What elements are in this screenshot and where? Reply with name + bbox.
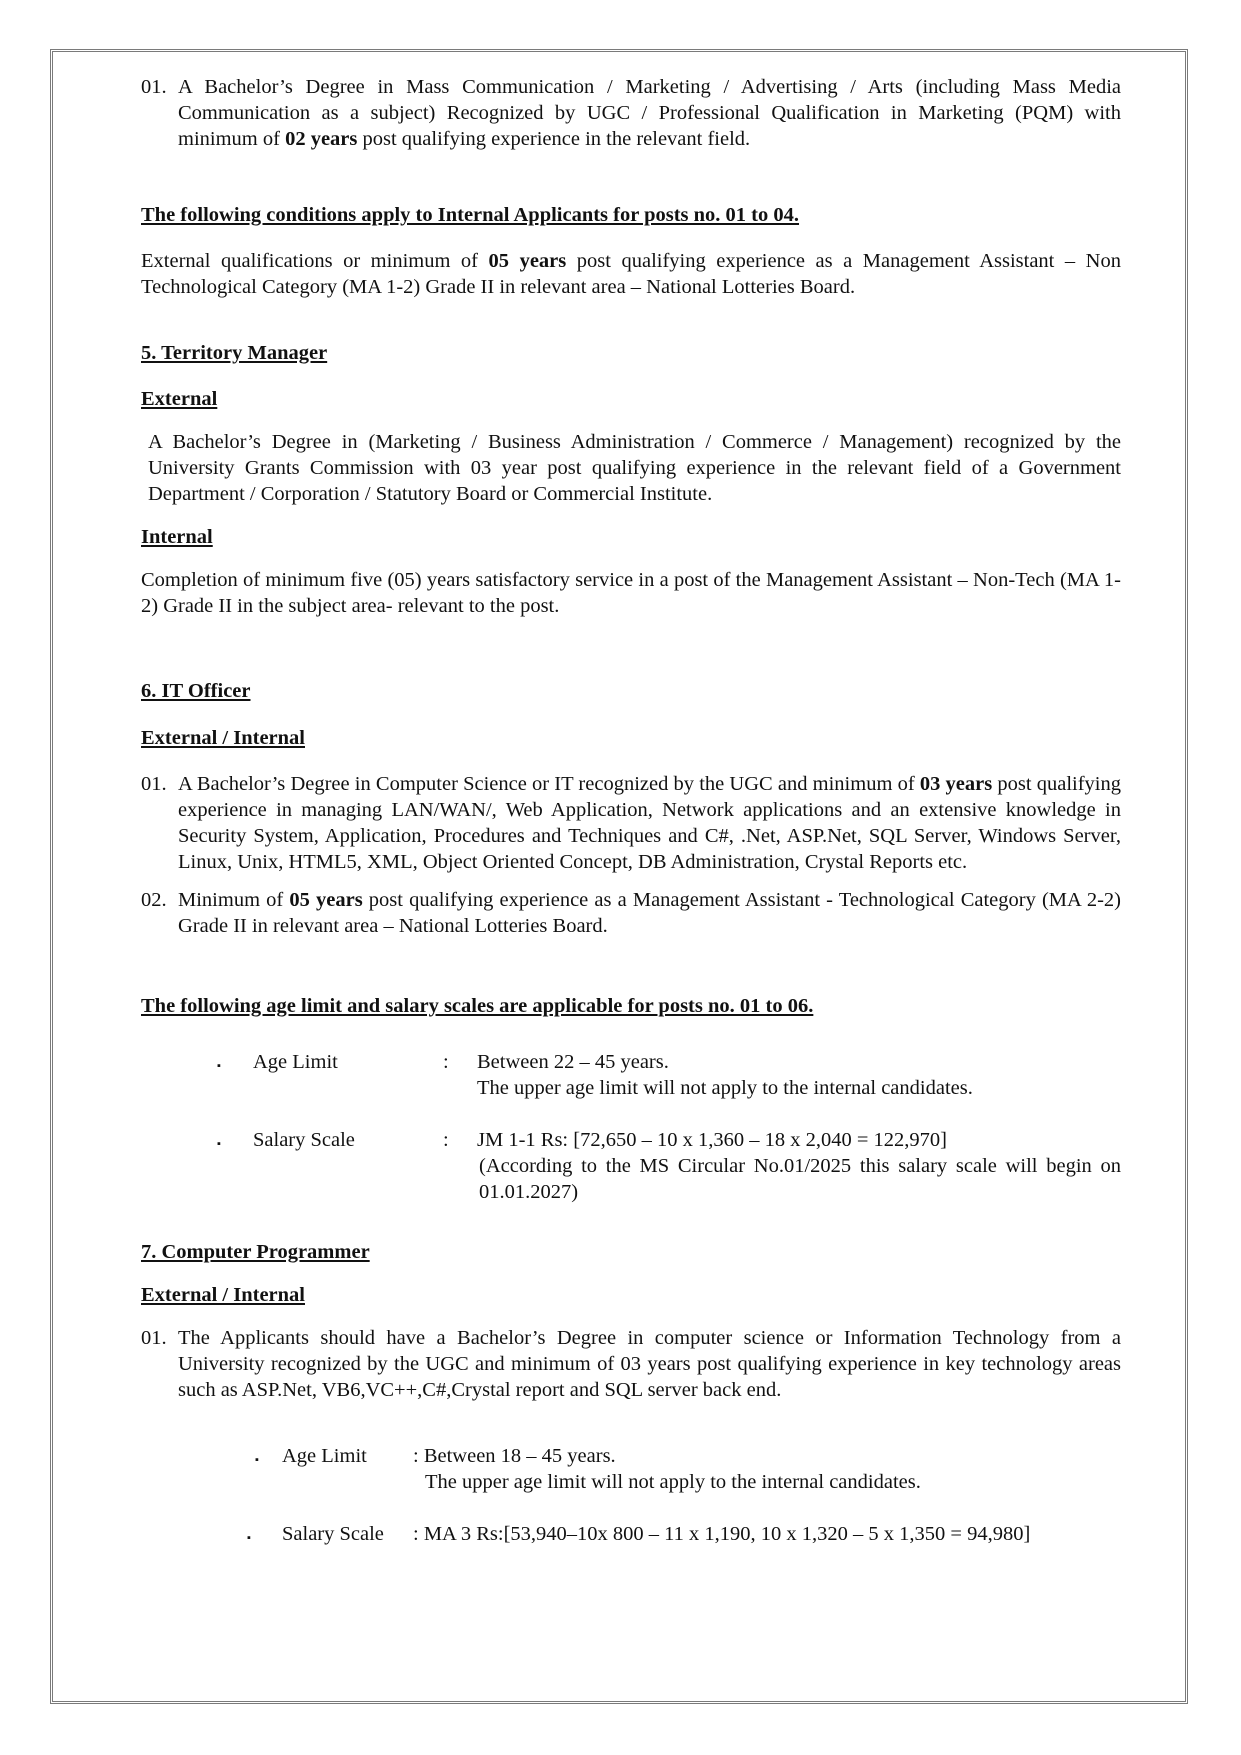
item-number: 02. xyxy=(141,889,167,911)
age-limit-note: The upper age limit will not apply to the internal candidates. xyxy=(477,1077,973,1099)
cp-age-limit-label: Age Limit xyxy=(282,1445,367,1467)
item-bold-text: 03 years xyxy=(919,773,993,795)
item-number: 01. xyxy=(141,76,167,98)
internal-conditions-heading: The following conditions apply to Internal Applicants for posts no. 01 to 04. xyxy=(141,204,800,226)
bullet: ▪ xyxy=(217,1138,221,1150)
para-text: post qualifying experience as a Management Assistant – Non Technological Category (MA 1-2) Grade II in relevant area – National Lotteries Board. xyxy=(141,250,1121,298)
separator: : xyxy=(443,1051,449,1073)
territory-manager-heading: 5. Territory Manager xyxy=(141,342,328,364)
item-text: The Applicants should have a Bachelor’s Degree in computer science or Information Technology from a University recognized by the UGC and minimum of 03 years post qualifying experience in key technology areas such as ASP.Net, VB6,VC++,C#,Crystal report and SQL server back end. xyxy=(178,1327,1121,1401)
cp-salary-scale-value: : MA 3 Rs:[53,940–10x 800 – 11 x 1,190, 10 x 1,320 – 5 x 1,350 = 94,980] xyxy=(413,1523,1031,1545)
territory-internal-text: Completion of minimum five (05) years satisfactory service in a post of the Management Assistant – Non-Tech (MA 1-2) Grade II in the subject area- relevant to the post. xyxy=(141,569,1121,617)
item-text: A Bachelor’s Degree in Mass Communication / Marketing / Advertising / Arts (including Mass Media Communication as a subject) Recognized by UGC / Professional Qualification in Marketing (PQM) with minimum of xyxy=(178,76,1121,150)
age-limit-label: Age Limit xyxy=(253,1051,338,1073)
ma-qualification-item-1 xyxy=(141,74,1121,152)
salary-scale-row xyxy=(141,1127,1121,1205)
it-officer-item-1 xyxy=(141,771,1121,875)
cp-salary-scale-label: Salary Scale xyxy=(282,1523,384,1545)
bullet: ▪ xyxy=(217,1060,221,1072)
item-text: post qualifying experience in managing LAN/WAN/, Web Application, Network applications and an extensive knowledge in Security System, Application, Procedures and Techniques and C#, .Net, ASP.Net, SQL Server, Windows Server, Linux, Unix, HTML5, XML, Object Oriented Concept, DB Administration, Crystal Reports etc. xyxy=(178,773,1121,873)
cp-salary-scale-row xyxy=(141,1521,1121,1547)
cp-age-limit-note: The upper age limit will not apply to the internal candidates. xyxy=(425,1471,921,1493)
document-body xyxy=(141,74,1121,1547)
salary-scale-label: Salary Scale xyxy=(253,1129,355,1151)
item-text: post qualifying experience in the relevant field. xyxy=(357,128,751,150)
cp-age-limit-line: : Between 18 – 45 years. xyxy=(413,1445,616,1467)
item-text: Minimum of xyxy=(178,889,290,911)
item-text: post qualifying experience as a Management Assistant - Technological Category (MA 2-2) Grade II in relevant area – National Lotteries Board. xyxy=(178,889,1121,937)
item-bold-text: 02 years xyxy=(285,128,358,150)
cp-age-limit-row xyxy=(141,1443,1121,1495)
cp-age-limit-value xyxy=(413,1443,1121,1495)
age-limit-row xyxy=(141,1049,1121,1101)
territory-internal-heading: Internal xyxy=(141,526,213,548)
item-bold-text: 05 years xyxy=(289,889,363,911)
bullet: ▪ xyxy=(247,1532,251,1544)
para-text: External qualifications or minimum of xyxy=(141,250,489,272)
salary-scale-value xyxy=(477,1127,1121,1205)
territory-external-heading: External xyxy=(141,388,218,410)
age-limit-line: Between 22 – 45 years. xyxy=(477,1051,669,1073)
computer-programmer-sub-heading: External / Internal xyxy=(141,1284,305,1306)
separator: : xyxy=(443,1129,449,1151)
internal-conditions-text xyxy=(141,248,1121,300)
it-officer-heading: 6. IT Officer xyxy=(141,680,251,702)
para-bold-text: 05 years xyxy=(488,250,567,272)
item-text: A Bachelor’s Degree in Computer Science or IT recognized by the UGC and minimum of xyxy=(178,773,920,795)
bullet: ▪ xyxy=(255,1454,259,1466)
age-limit-value xyxy=(477,1049,1121,1101)
age-salary-heading: The following age limit and salary scales are applicable for posts no. 01 to 06. xyxy=(141,995,814,1017)
salary-scale-line: JM 1-1 Rs: [72,650 – 10 x 1,360 – 18 x 2,040 = 122,970] xyxy=(477,1129,947,1151)
item-number: 01. xyxy=(141,773,167,795)
computer-programmer-item-1 xyxy=(141,1325,1121,1403)
computer-programmer-heading: 7. Computer Programmer xyxy=(141,1241,370,1263)
territory-external-text: A Bachelor’s Degree in (Marketing / Business Administration / Commerce / Management) recognized by the University Grants Commission with 03 year post qualifying experience in the relevant field of a Government Department / Corporation / Statutory Board or Commercial Institute. xyxy=(148,431,1121,505)
it-officer-sub-heading: External / Internal xyxy=(141,727,305,749)
it-officer-item-2 xyxy=(141,887,1121,939)
salary-scale-note: (According to the MS Circular No.01/2025 this salary scale will begin on 01.01.2027) xyxy=(479,1155,1121,1203)
item-number: 01. xyxy=(141,1327,167,1349)
